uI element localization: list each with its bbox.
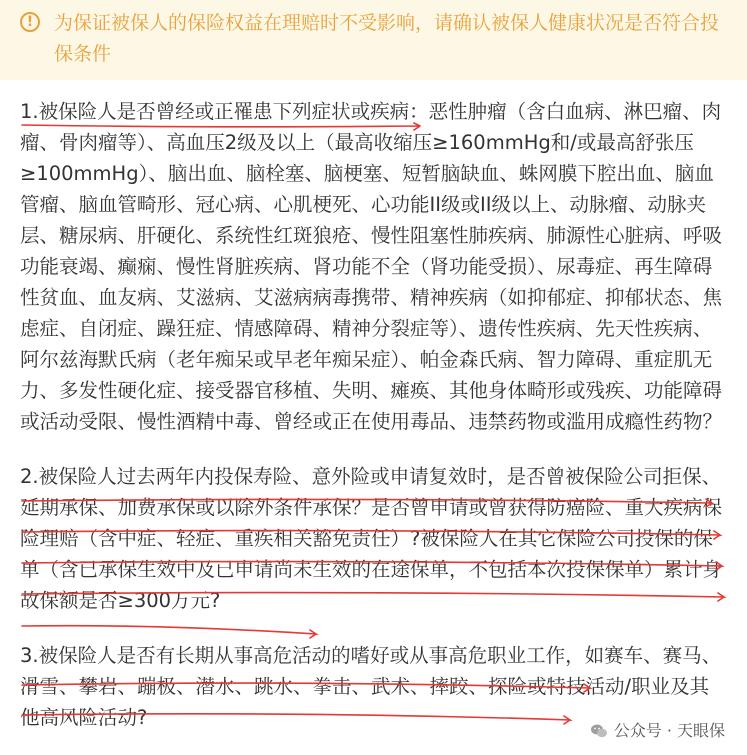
wechat-icon	[590, 722, 608, 740]
exclamation-circle-icon: !	[20, 12, 40, 32]
question-list	[20, 96, 728, 755]
notice-banner	[0, 0, 747, 80]
notice-text: 为保证被保人的保险权益在理赔时不受影响，请确认被保人健康状况是否符合投保条件	[54, 12, 720, 65]
watermark	[586, 719, 729, 743]
question-3: 3.被保险人是否有长期从事高危活动的嗜好或从事高危职业工作，如赛车、赛马、滑雪、攀岩、蹦极、潜水、跳水、拳击、武术、摔跤、探险或特技活动/职业及其他高风险活动?	[20, 644, 722, 729]
question-1: 1.被保险人是否曾经或正罹患下列症状或疾病：恶性肿瘤（含白血病、淋巴瘤、肉瘤、骨肉瘤等）、高血压2级及以上（最高收缩压≥160mmHg和/或最高舒张压≥100mmHg）、脑出血、脑栓塞、脑梗塞、短暂脑缺血、蛛网膜下腔出血、脑血管瘤、脑血管畸形、冠心病、心肌梗死、心功能II级或II级以上、动脉瘤、动脉夹层、糖尿病、肝硬化、系统性红斑狼疮、慢性阻塞性肺疾病、肺源性心脏病、呼吸功能衰竭、癫痫、慢性肾脏疾病、肾功能不全（肾功能受损）、尿毒症、再生障碍性贫血、血友病、艾滋病、艾滋病病毒携带、精神疾病（如抑郁症、抑郁状态、焦虑症、自闭症、躁狂症、情感障碍、精神分裂症等）、遗传性疾病、先天性疾病、阿尔兹海默氏病（老年痴呆或早老年痴呆症）、帕金森氏病、智力障碍、重症肌无力、多发性硬化症、接受器官移植、失明、瘫痪、其他身体畸形或残疾、功能障碍或活动受限、慢性酒精中毒、曾经或正在使用毒品、违禁药物或滥用成瘾性药物？	[20, 100, 723, 433]
question-2: 2.被保险人过去两年内投保寿险、意外险或申请复效时，是否曾被保险公司拒保、延期承保、加费承保或以除外条件承保？是否曾申请或曾获得防癌险、重大疾病保险理赔（含中症、轻症、重疾相关豁免责任）?被保险人在其它保险公司投保的保单（含已承保生效中及已申请尚未生效的在途保单，不包括本次投保保单）累计身故保额是否≥300万元?	[20, 465, 723, 612]
watermark-text: 公众号 · 天眼保	[613, 721, 725, 740]
